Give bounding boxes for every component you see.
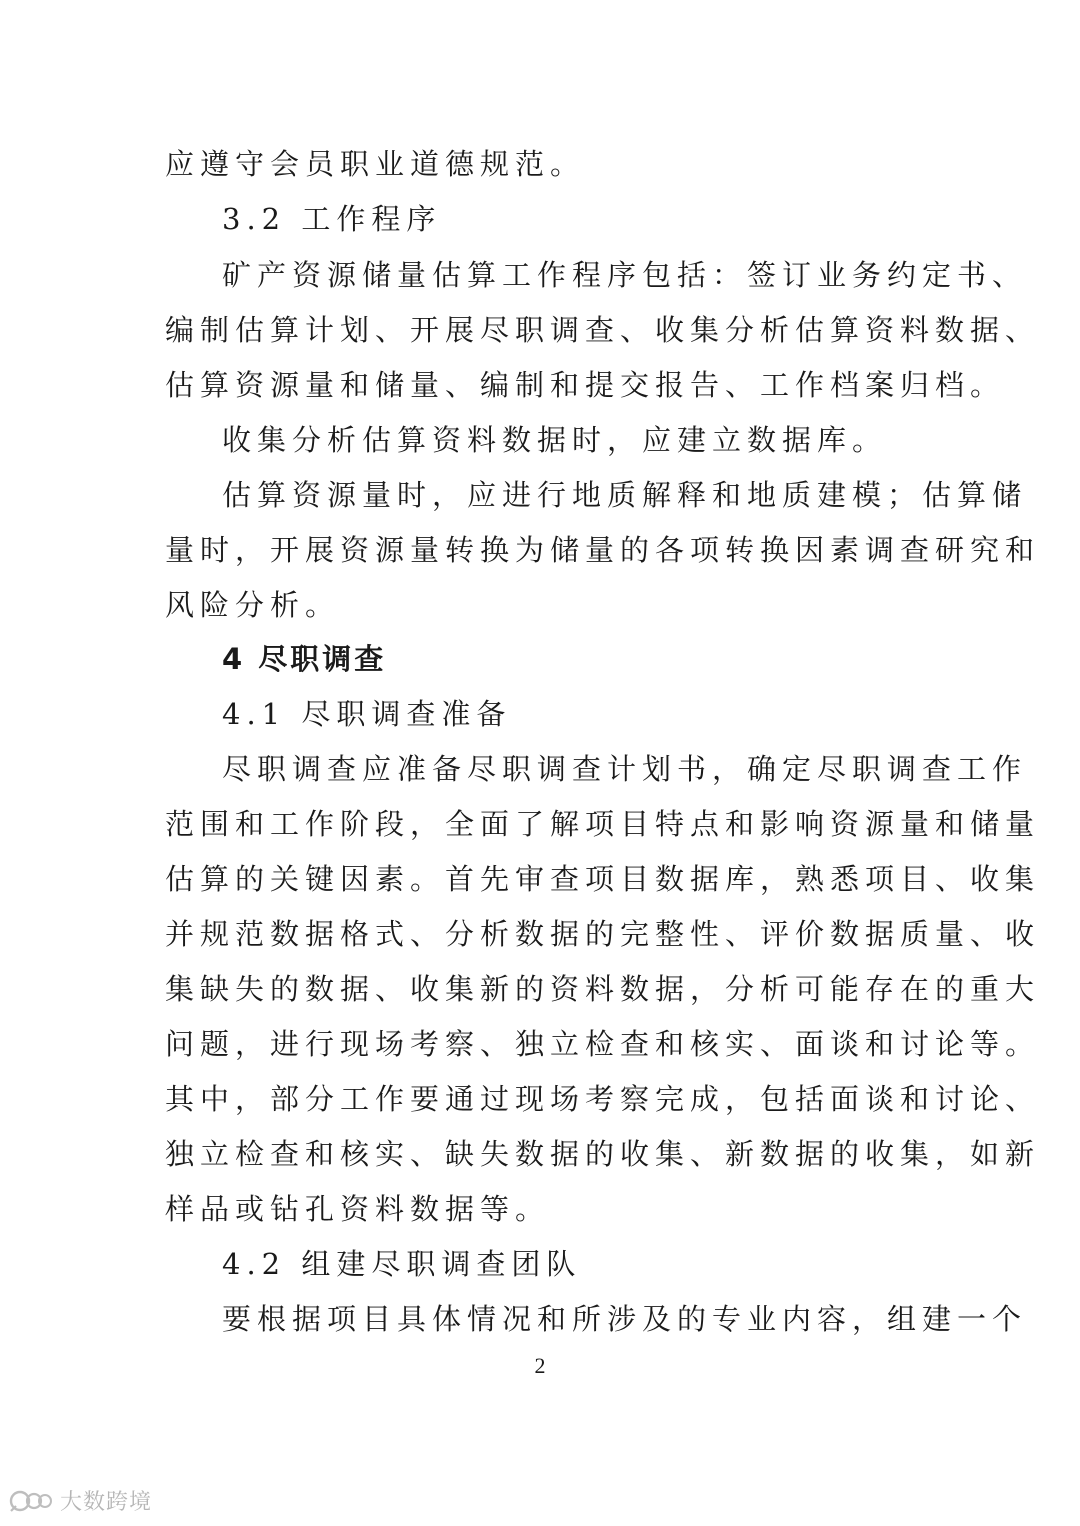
paragraph-line: 并规范数据格式、分析数据的完整性、评价数据质量、收 — [165, 917, 1041, 951]
section-heading-4: 4 尽职调查 — [222, 642, 387, 676]
paragraph-line: 集缺失的数据、收集新的资料数据，分析可能存在的重大 — [165, 972, 1041, 1006]
paragraph-line: 估算资源量时，应进行地质解释和地质建模；估算储 — [222, 478, 1028, 512]
section-heading-4-1: 4.1 尽职调查准备 — [222, 697, 512, 731]
paragraph-line: 问题，进行现场考察、独立检查和核实、面谈和讨论等。 — [165, 1027, 1041, 1061]
paragraph-line: 编制估算计划、开展尽职调查、收集分析估算资料数据、 — [165, 313, 1041, 347]
paragraph-line: 估算资源量和储量、编制和提交报告、工作档案归档。 — [165, 368, 1006, 402]
paragraph-line: 独立检查和核实、缺失数据的收集、新数据的收集，如新 — [165, 1137, 1041, 1171]
paragraph-line: 样品或钻孔资料数据等。 — [165, 1192, 551, 1226]
watermark-text: 大数跨境 — [60, 1489, 153, 1515]
section-heading-3-2: 3.2 工作程序 — [222, 202, 442, 236]
paragraph-line: 应遵守会员职业道德规范。 — [165, 147, 586, 181]
paragraph-line: 尽职调查应准备尽职调查计划书，确定尽职调查工作 — [222, 752, 1028, 786]
watermark — [8, 1482, 152, 1518]
paragraph-line: 范围和工作阶段，全面了解项目特点和影响资源量和储量 — [165, 807, 1041, 841]
page-number: 2 — [534, 1353, 546, 1378]
paragraph-line: 收集分析估算资料数据时，应建立数据库。 — [222, 423, 888, 457]
paragraph-line: 风险分析。 — [165, 588, 341, 622]
paragraph-line: 量时，开展资源量转换为储量的各项转换因素调查研究和 — [165, 533, 1041, 567]
paragraph-line: 估算的关键因素。首先审查项目数据库，熟悉项目、收集 — [165, 862, 1041, 896]
section-heading-4-2: 4.2 组建尽职调查团队 — [222, 1247, 582, 1281]
paragraph-line: 矿产资源储量估算工作程序包括：签订业务约定书、 — [222, 258, 1028, 292]
watermark-logo-icon — [8, 1487, 54, 1513]
paragraph-line: 其中，部分工作要通过现场考察完成，包括面谈和讨论、 — [165, 1082, 1041, 1116]
paragraph-line: 要根据项目具体情况和所涉及的专业内容，组建一个 — [222, 1302, 1028, 1336]
